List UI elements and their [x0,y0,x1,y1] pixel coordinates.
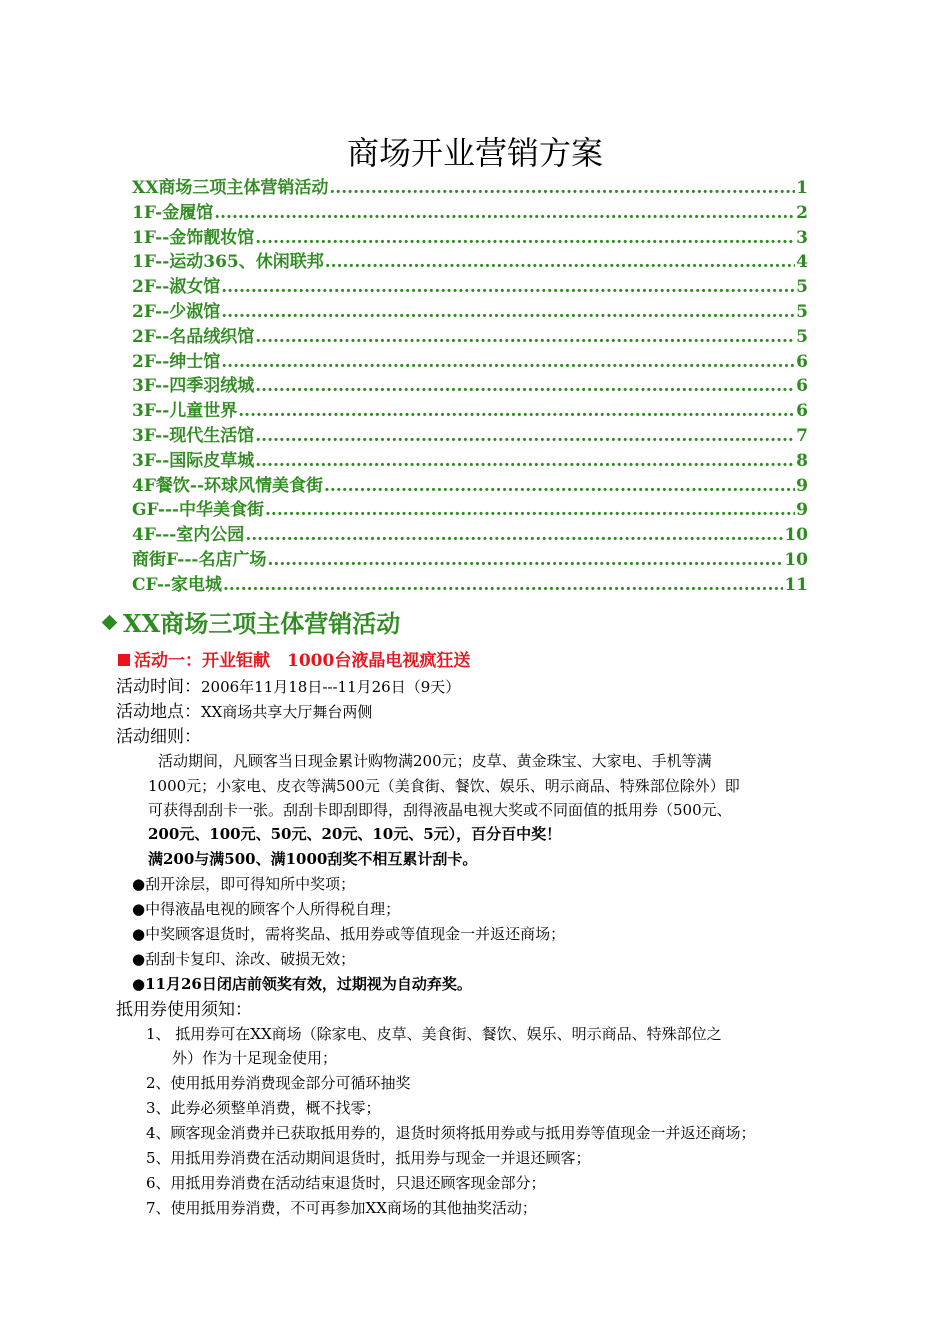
toc-entry-page: 9 [796,475,808,496]
toc-entry-label: 1F--金饰靓妆馆 [132,227,255,248]
rule-bullet: ●11月26日闭店前领奖有效，过期视为自动弃奖。 [132,975,472,993]
voucher-rule: 3、此券必须整单消费，概不找零； [146,1099,381,1117]
toc-entry[interactable] [132,374,808,399]
voucher-rule: 7、使用抵用券消费，不可再参加XX商场的其他抽奖活动； [146,1199,537,1217]
toc-entry-page: 5 [796,277,808,298]
toc-entry-label: 2F--淑女馆 [132,277,221,298]
toc-entry[interactable] [132,573,808,598]
activity-time-value: 2006年11月18日---11月26日（9天） [201,678,461,696]
toc-entry-page: 11 [784,574,808,595]
details-line: 1000元；小家电、皮衣等满500元（美食街、餐饮、娱乐、明示商品、特殊部位除外）即 [148,777,740,795]
voucher-rule: 6、用抵用券消费在活动结束退货时，只退还顾客现金部分； [146,1174,546,1192]
toc-entry[interactable] [132,498,808,523]
toc-leader-dots [223,573,783,598]
toc-entry-page: 8 [796,450,808,471]
toc-entry[interactable] [132,399,808,424]
rule-bullet: ●中奖顾客退货时，需将奖品、抵用券或等值现金一并返还商场； [132,925,566,943]
toc-entry[interactable] [132,548,808,573]
toc-entry[interactable] [132,424,808,449]
section-heading-text: XX商场三项主体营销活动 [123,609,401,638]
rule-bullet: ●刮刮卡复印、涂改、破损无效； [132,950,356,968]
toc-entry-label: 3F--现代生活馆 [132,425,255,446]
toc-entry[interactable] [132,226,808,251]
toc-entry-page: 2 [796,202,808,223]
square-bullet-icon [118,654,130,666]
toc-entry-label: 2F--绅士馆 [132,351,221,372]
toc-entry-page: 6 [796,351,808,372]
rule-bullet: ●中得液晶电视的顾客个人所得税自理； [132,900,401,918]
toc-entry[interactable] [132,176,808,201]
activity-place-value: XX商场共享大厅舞台两侧 [201,703,373,721]
toc-leader-dots [245,523,783,548]
table-of-contents [132,176,808,598]
voucher-rule: 外）作为十足现金使用； [172,1049,338,1067]
toc-leader-dots [255,424,795,449]
document-title: 商场开业营销方案 [346,134,603,172]
toc-leader-dots [255,449,795,474]
toc-entry-page: 4 [796,252,808,273]
toc-entry-page: 10 [784,549,808,570]
toc-entry-label: 2F--少淑馆 [132,301,221,322]
voucher-notes-label: 抵用券使用须知： [116,1000,252,1020]
toc-entry[interactable] [132,474,808,499]
toc-entry-label: 2F--名品绒织馆 [132,326,255,347]
toc-entry-label: 3F--四季羽绒城 [132,376,255,397]
toc-entry-label: 1F-金履馆 [132,202,214,223]
toc-entry-label: GF---中华美食街 [132,500,264,521]
diamond-bullet-icon [102,615,118,631]
activity-time-label: 活动时间： [116,677,201,697]
toc-entry-label: 3F--儿童世界 [132,401,238,422]
toc-entry[interactable] [132,250,808,275]
toc-entry-page: 1 [796,178,808,198]
voucher-rule: 2、使用抵用券消费现金部分可循环抽奖 [146,1074,411,1092]
toc-entry[interactable] [132,201,808,226]
toc-leader-dots [255,226,795,251]
toc-entry-label: 3F--国际皮草城 [132,450,255,471]
activity-heading-text: 活动一：开业钜献 1000台液晶电视疯狂送 [134,651,471,671]
toc-entry[interactable] [132,449,808,474]
details-line: 200元、100元、50元、20元、10元、5元），百分百中奖！ [148,825,562,843]
voucher-rule: 5、用抵用券消费在活动期间退货时，抵用券与现金一并退还顾客； [146,1149,591,1167]
toc-entry-page: 6 [796,376,808,397]
toc-leader-dots [325,250,795,275]
toc-entry-label: XX商场三项主体营销活动 [132,178,329,198]
activity-place-label: 活动地点： [116,702,201,722]
activity-details-label: 活动细则： [116,727,201,747]
voucher-rule: 1、 抵用券可在XX商场（除家电、皮草、美食街、餐饮、娱乐、明示商品、特殊部位之 [146,1025,722,1043]
toc-entry-label: 商街F---名店广场 [132,549,267,570]
toc-entry[interactable] [132,523,808,548]
rule-bullet: ●刮开涂层，即可得知所中奖项； [132,875,356,893]
toc-leader-dots [221,300,795,325]
toc-entry-page: 7 [796,425,808,446]
toc-leader-dots [214,201,795,226]
toc-leader-dots [324,474,795,499]
toc-entry[interactable] [132,275,808,300]
section-heading [104,604,400,644]
toc-leader-dots [221,350,795,375]
toc-entry[interactable] [132,325,808,350]
toc-entry-page: 3 [796,227,808,248]
activity-heading [118,648,470,674]
activity-time [116,674,460,700]
toc-entry-page: 9 [796,500,808,521]
toc-entry-page: 5 [796,326,808,347]
toc-entry[interactable] [132,300,808,325]
details-line: 满200与满500、满1000刮奖不相互累计刮卡。 [148,850,478,868]
toc-entry-page: 6 [796,401,808,422]
toc-entry-label: 1F--运动365、休闲联邦 [132,252,324,273]
toc-leader-dots [221,275,795,300]
toc-leader-dots [238,399,795,424]
toc-leader-dots [255,325,795,350]
details-line: 可获得刮刮卡一张。刮刮卡即刮即得，刮得液晶电视大奖或不同面值的抵用券（500元、 [148,801,732,819]
toc-leader-dots [267,548,783,573]
toc-entry-label: CF--家电城 [132,574,222,595]
toc-entry[interactable] [132,350,808,375]
voucher-rule: 4、顾客现金消费并已获取抵用券的，退货时须将抵用券或与抵用券等值现金一并返还商场； [146,1124,756,1142]
toc-leader-dots [255,374,795,399]
toc-leader-dots [265,498,795,523]
toc-entry-label: 4F餐饮--环球风情美食街 [132,475,324,496]
toc-leader-dots [329,176,795,201]
activity-place [116,699,372,725]
toc-entry-page: 10 [784,525,808,546]
details-line: 活动期间，凡顾客当日现金累计购物满200元；皮草、黄金珠宝、大家电、手机等满 [158,752,712,770]
toc-entry-page: 5 [796,301,808,322]
toc-entry-label: 4F---室内公园 [132,525,245,546]
